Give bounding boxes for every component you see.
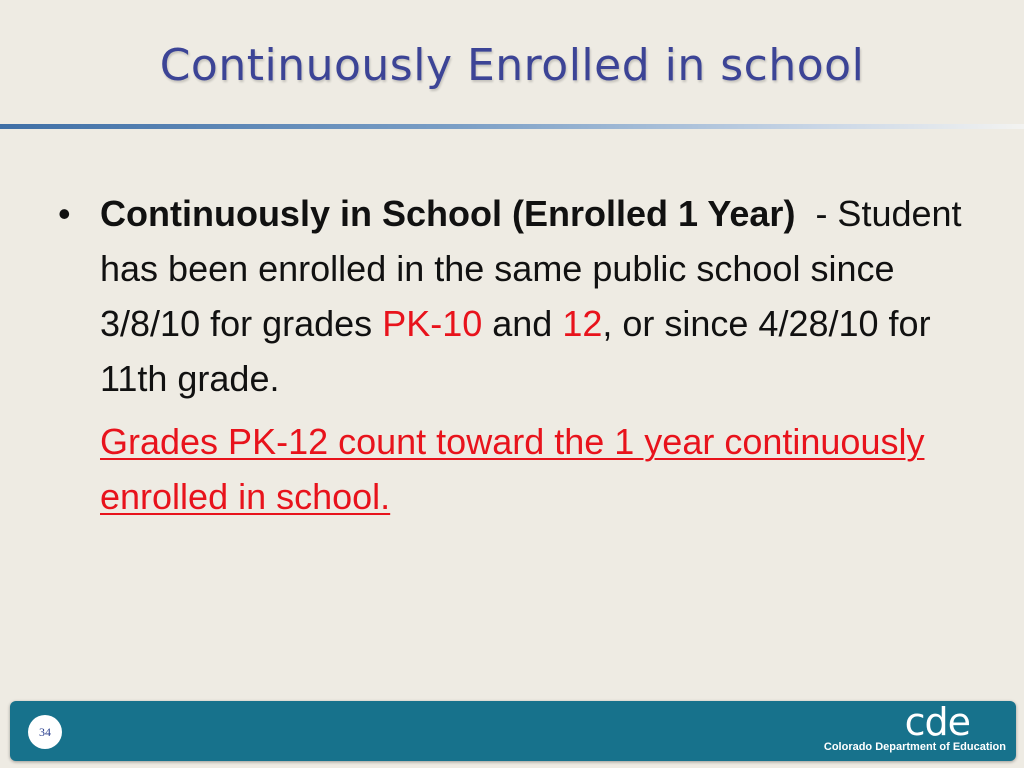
bullet-text-3: , or since 4/28/10 for 11th grade. — [100, 303, 931, 399]
grade-range-highlight: PK-10 — [382, 303, 483, 344]
cde-logo — [776, 701, 1006, 761]
slide-body — [58, 186, 978, 524]
cde-logo-mark: cde — [904, 700, 970, 744]
page-number: 34 — [28, 715, 62, 749]
grades-note: Grades PK-12 count toward the 1 year continuously enrolled in school. — [100, 421, 925, 517]
bullet-heading: Continuously in School (Enrolled 1 Year) — [100, 193, 796, 234]
bullet-text-1: - Student has been enrolled in the same public school since 3/8/10 for grades — [100, 193, 972, 344]
bullet-item — [58, 186, 978, 406]
bullet-text-2: and — [482, 303, 563, 344]
grade-12-highlight: 12 — [562, 303, 603, 344]
title-divider — [0, 124, 1024, 129]
bullet-symbol: • — [58, 193, 71, 234]
cde-logo-text: Colorado Department of Education — [823, 741, 1006, 753]
slide-title: Continuously Enrolled in school — [159, 40, 865, 91]
footer-bar — [10, 701, 1016, 761]
